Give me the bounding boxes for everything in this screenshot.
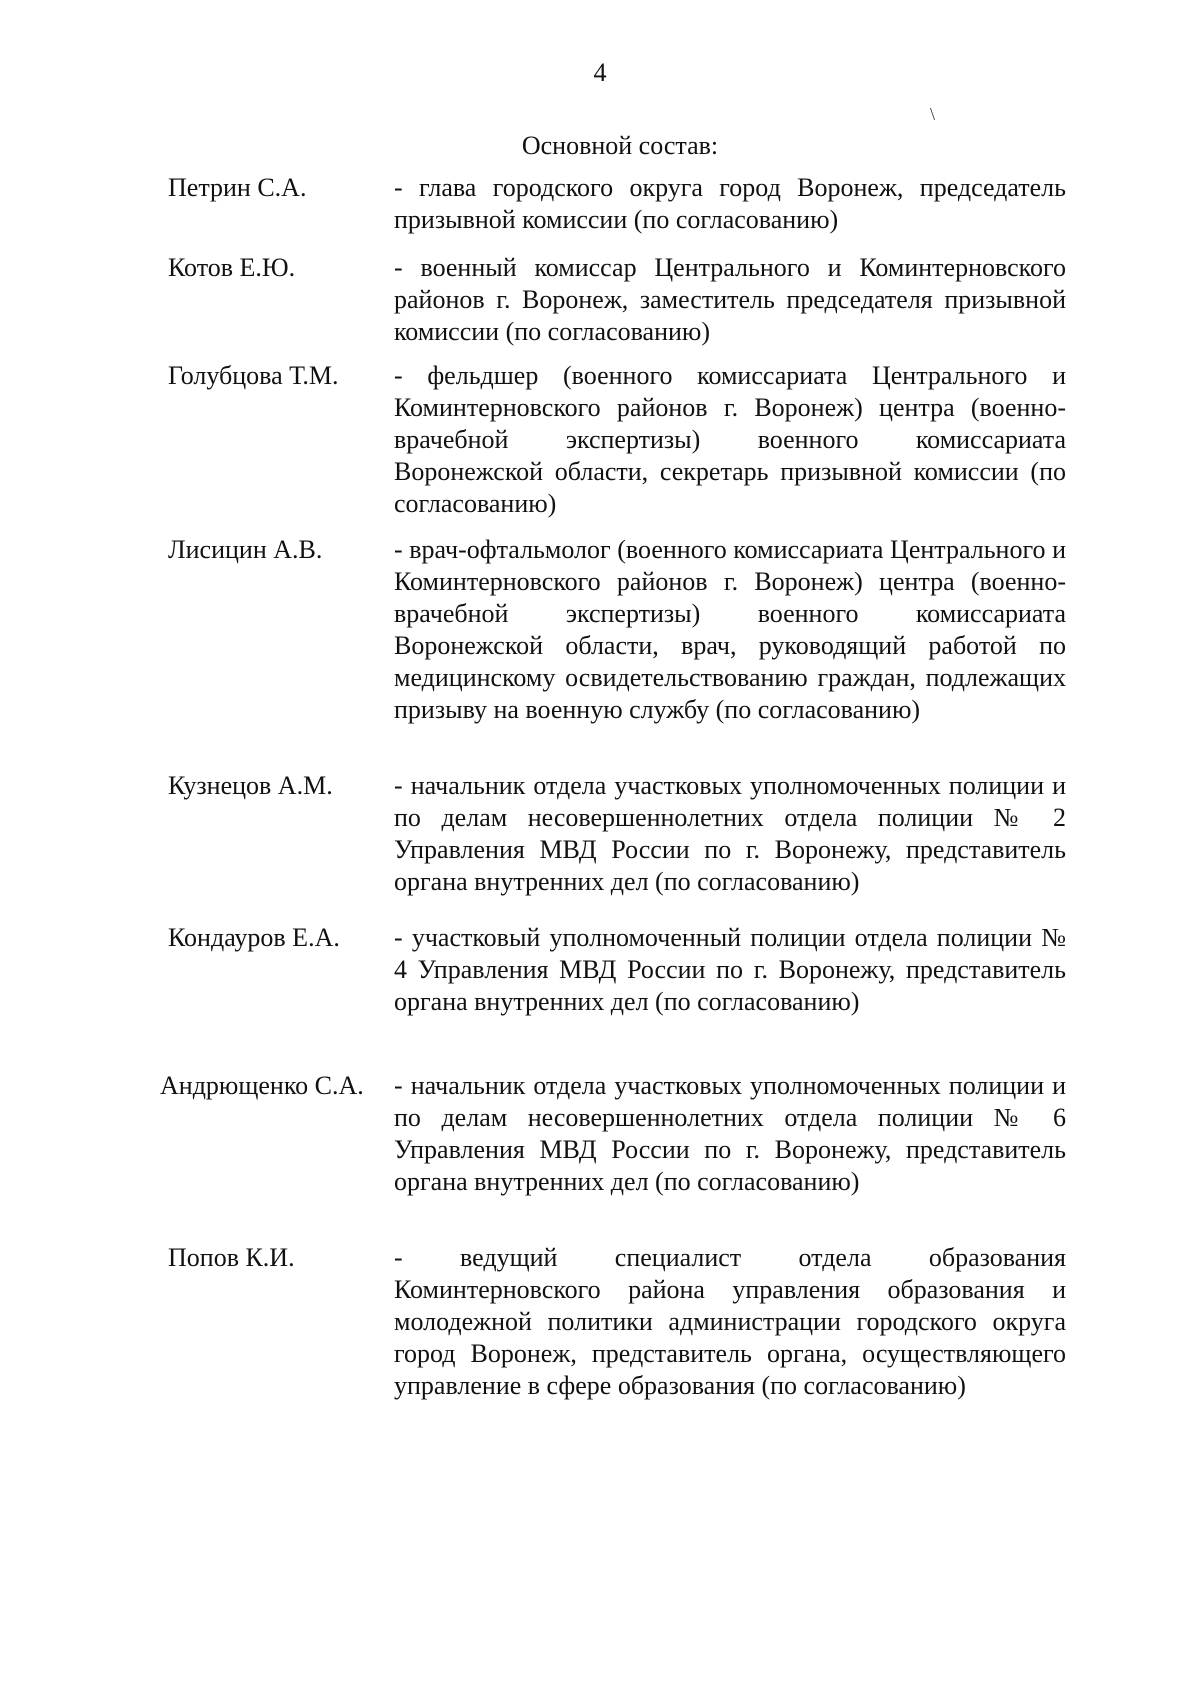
scan-artifact-mark: \ [930, 104, 936, 124]
member-description: - военный комиссар Центрального и Коминтерновского районов г. Воронеж, заместитель председателя призывной комиссии (по согласованию) [394, 253, 1066, 346]
member-name: Андрющенко С.А. [160, 1071, 364, 1100]
member-description: - врач-офтальмолог (военного комиссариата Центрального и Коминтерновского районов г. Воронеж) центра (военно-врачебной экспертизы) военного комиссариата Воронежской области, врач, руководящий работой по медицинскому освидетельствованию граждан, подлежащих призыву на военную службу (по согласованию) [394, 535, 1066, 724]
member-description: - участковый уполномоченный полиции отдела полиции № 4 Управления МВД России по г. Воронежу, представитель органа внутренних дел (по согласованию) [394, 923, 1066, 1016]
member-name: Кондауров Е.А. [168, 923, 340, 952]
member-name: Голубцова Т.М. [168, 361, 339, 390]
member-description: - фельдшер (военного комиссариата Центрального и Коминтерновского районов г. Воронеж) центра (военно-врачебной экспертизы) военного комиссариата Воронежской области, секретарь призывной комиссии (по согласованию) [394, 361, 1066, 518]
section-heading: Основной состав: [521, 131, 719, 160]
member-description: - начальник отдела участковых уполномоченных полиции и по делам несовершеннолетних отдела полиции № 2 Управления МВД России по г. Воронежу, представитель органа внутренних дел (по согласованию) [394, 771, 1066, 896]
member-name: Лисицин А.В. [168, 535, 323, 564]
member-name: Петрин С.А. [168, 173, 307, 202]
member-name: Котов Е.Ю. [168, 253, 296, 282]
member-description: - глава городского округа город Воронеж, председатель призывной комиссии (по согласованию) [394, 173, 1066, 234]
member-description: - начальник отдела участковых уполномоченных полиции и по делам несовершеннолетних отдела полиции № 6 Управления МВД России по г. Воронежу, представитель органа внутренних дел (по согласованию) [394, 1071, 1066, 1196]
page-number: 4 [593, 58, 607, 87]
member-name: Кузнецов А.М. [168, 771, 333, 800]
member-description: - ведущий специалист отдела образования Коминтерновского района управления образования и молодежной политики администрации городского округа город Воронеж, представитель органа, осуществляющего управление в сфере образования (по согласованию) [394, 1243, 1066, 1400]
member-name: Попов К.И. [168, 1243, 295, 1272]
